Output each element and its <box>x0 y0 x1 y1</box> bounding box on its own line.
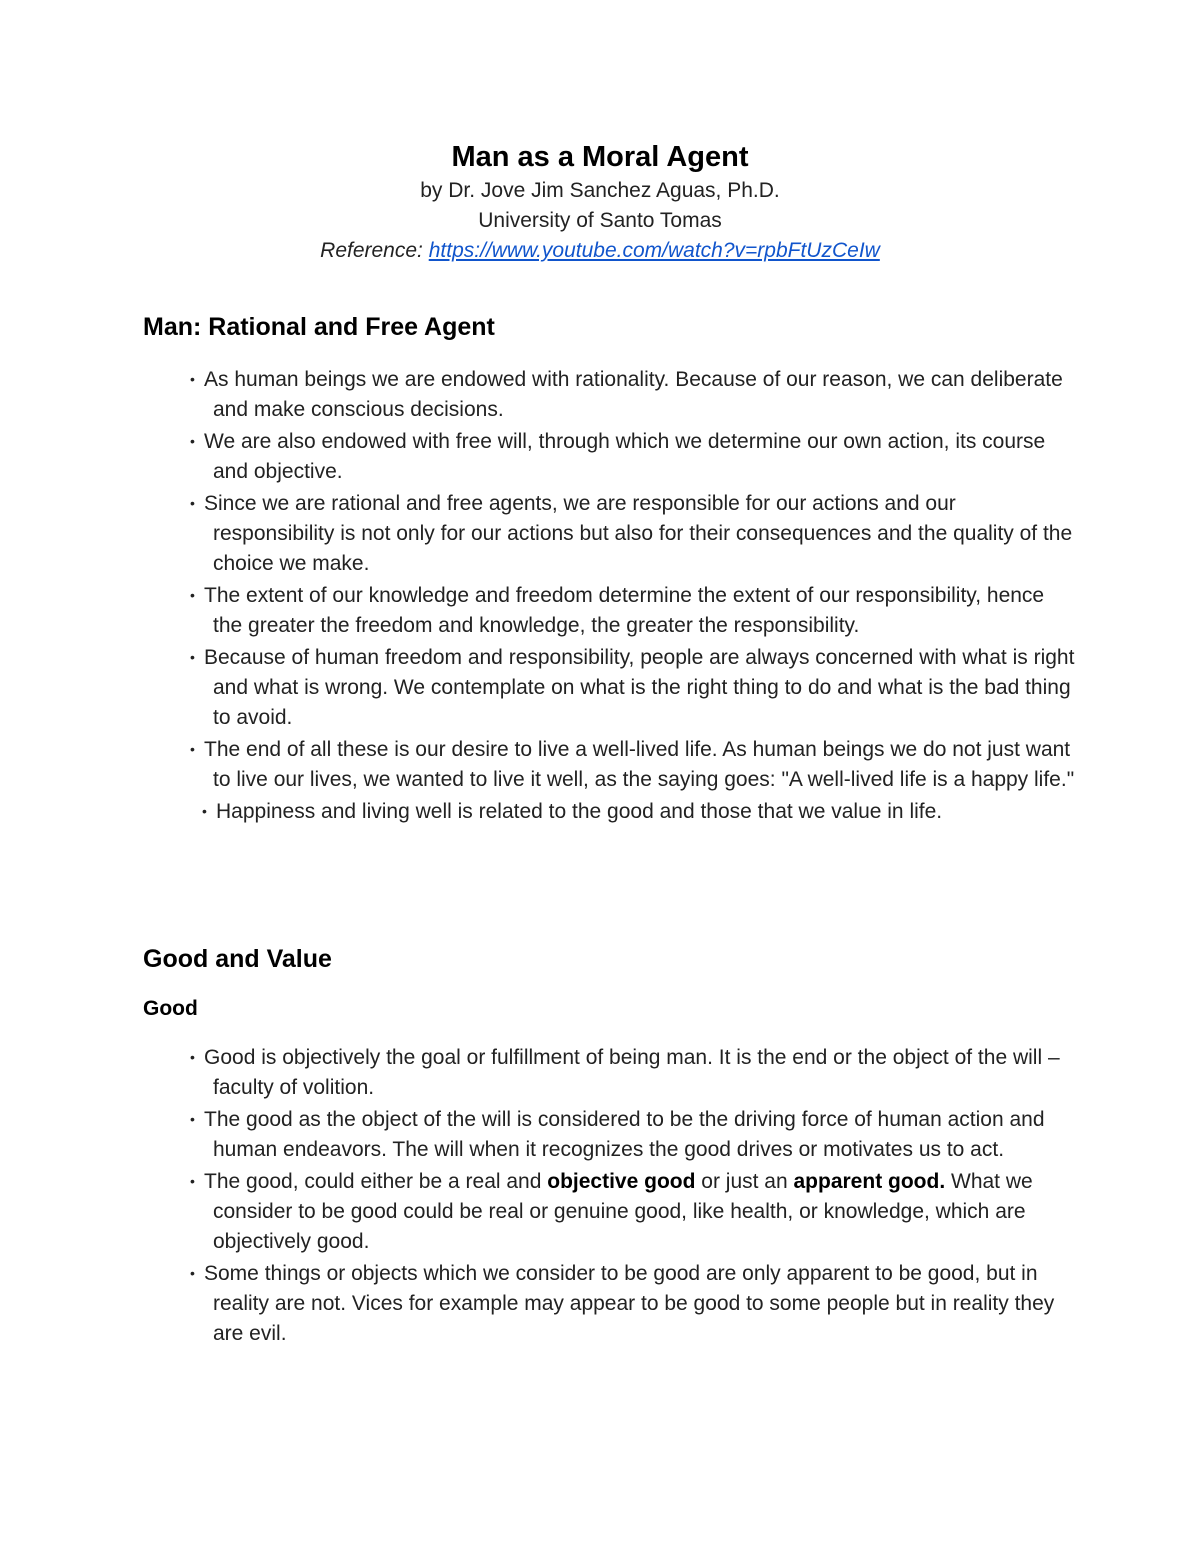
subheading-good: Good <box>143 997 198 1020</box>
bullet-icon: • <box>190 371 195 387</box>
reference-link[interactable]: https://www.youtube.com/watch?v=rpbFtUzCeIw <box>428 239 880 262</box>
bullet-icon: • <box>190 495 195 511</box>
list-item-text-part: The good, could either be a real and <box>204 1170 548 1193</box>
bullet-icon: • <box>190 1173 195 1189</box>
list-item <box>188 796 1076 827</box>
list-item-text: The extent of our knowledge and freedom determine the extent of our responsibility, hence the greater the freedom and knowledge, the greater the responsibility. <box>204 584 1045 637</box>
institution-line: University of Santo Tomas <box>478 209 722 232</box>
list-item <box>176 488 1076 579</box>
list-item <box>176 580 1076 641</box>
list-item <box>176 364 1076 425</box>
list-item <box>176 1166 1076 1257</box>
rational-free-agent-list <box>176 364 1076 828</box>
bullet-icon: • <box>190 741 195 757</box>
bullet-icon: • <box>190 587 195 603</box>
bullet-icon: • <box>190 649 195 665</box>
author-line: by Dr. Jove Jim Sanchez Aguas, Ph.D. <box>420 179 780 202</box>
bullet-icon: • <box>190 1265 195 1281</box>
list-item <box>176 734 1076 795</box>
bullet-icon: • <box>190 1111 195 1127</box>
list-item <box>176 642 1076 733</box>
good-list <box>176 1042 1076 1350</box>
list-item-text: Good is objectively the goal or fulfillment of being man. It is the end or the object of the will –faculty of volition. <box>204 1046 1060 1099</box>
list-item-text: We are also endowed with free will, through which we determine our own action, its course and objective. <box>204 430 1046 483</box>
list-item-text-part: or just an <box>695 1170 794 1193</box>
list-item <box>176 1104 1076 1165</box>
list-item-text: Since we are rational and free agents, we are responsible for our actions and our responsibility is not only for our actions but also for their consequences and the quality of the choice we make. <box>204 492 1073 575</box>
document-header <box>0 138 1200 266</box>
list-item <box>176 1258 1076 1349</box>
section-heading-good-and-value: Good and Value <box>143 945 332 973</box>
section-heading-rational-free-agent: Man: Rational and Free Agent <box>143 313 495 341</box>
list-item-text: The end of all these is our desire to live a well-lived life. As human beings we do not just want to live our lives, we wanted to live it well, as the saying goes: "A well-lived life is a happy life." <box>204 738 1075 791</box>
document-title: Man as a Moral Agent <box>451 141 749 173</box>
list-item <box>176 426 1076 487</box>
reference-line <box>0 236 1200 266</box>
list-item-text: Happiness and living well is related to the good and those that we value in life. <box>216 800 943 823</box>
list-item-text: Some things or objects which we consider to be good are only apparent to be good, but in reality are not. Vices for example may appear to be good to some people but in reality they are evil. <box>204 1262 1055 1345</box>
list-item-text: As human beings we are endowed with rationality. Because of our reason, we can deliberate and make conscious decisions. <box>204 368 1063 421</box>
bullet-icon: • <box>202 803 207 819</box>
list-item-text: Because of human freedom and responsibility, people are always concerned with what is right and what is wrong. We contemplate on what is the right thing to do and what is the bad thing to avoid. <box>204 646 1075 729</box>
bold-term-apparent-good: apparent good. <box>793 1170 946 1193</box>
list-item-text: The good as the object of the will is considered to be the driving force of human action and human endeavors. The will when it recognizes the good drives or motivates us to act. <box>204 1108 1045 1161</box>
bullet-icon: • <box>190 433 195 449</box>
list-item-text-part: What we consider to be good could be real or genuine good, like health, or knowledge, which are objectively good. <box>213 1170 1033 1253</box>
bold-term-objective-good: objective good <box>547 1170 696 1193</box>
bullet-icon: • <box>190 1049 195 1065</box>
list-item <box>176 1042 1076 1103</box>
reference-label: Reference: <box>320 239 429 262</box>
